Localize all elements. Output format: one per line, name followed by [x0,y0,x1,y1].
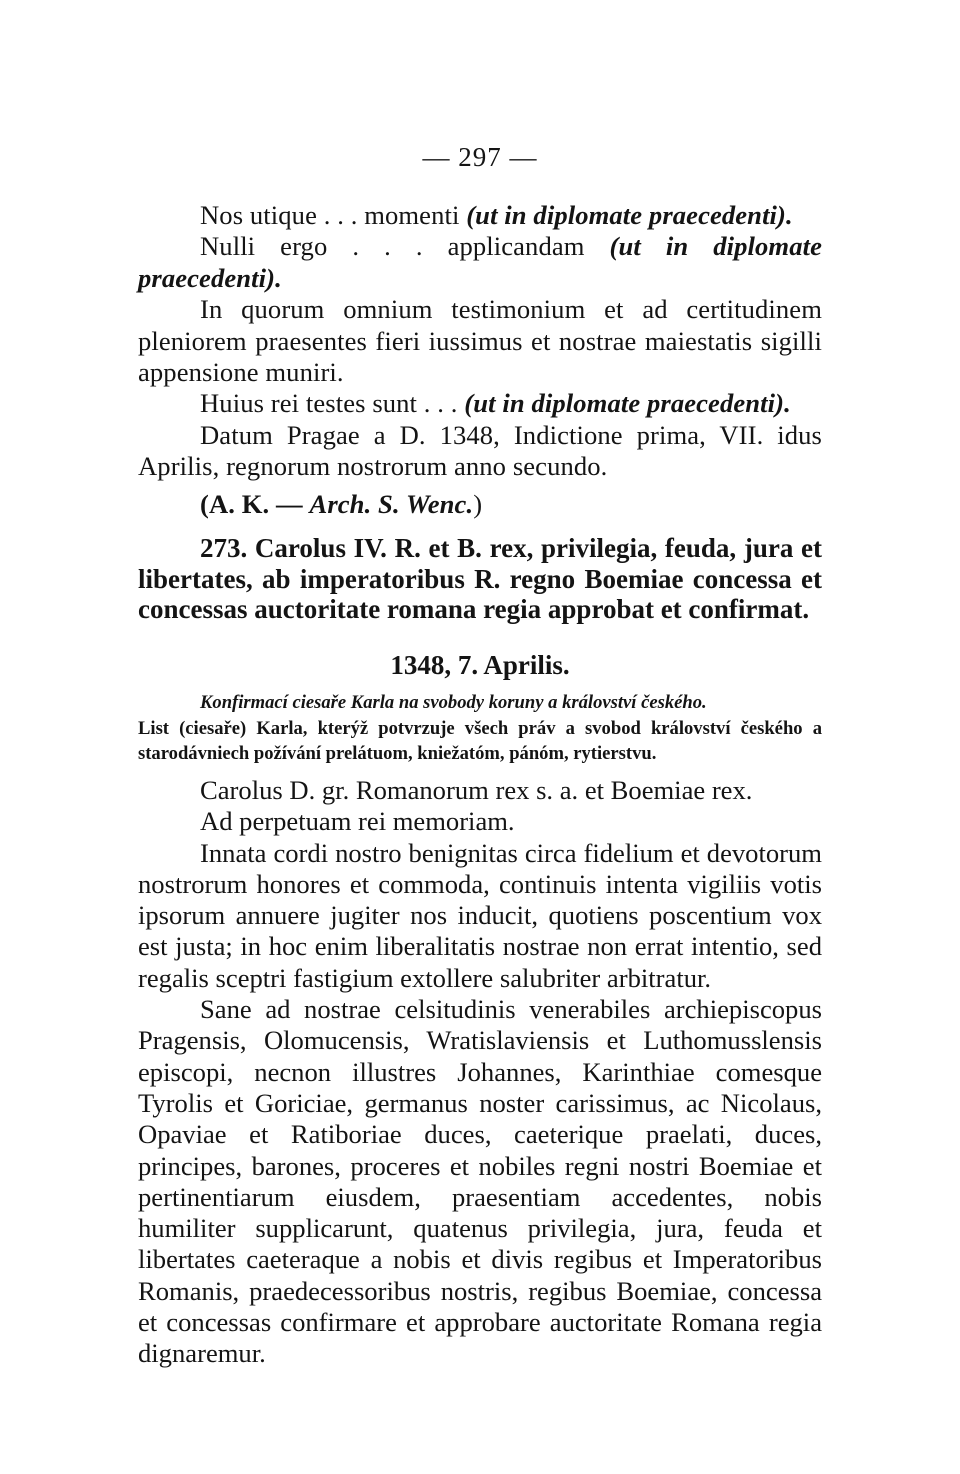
document-heading: 273. Carolus IV. R. et B. rex, privilegia, feuda, jura et libertates, ab imperatoribus R. regno Boemiae concessa et concessas auctoritate romana regia approbat et confirmat. [138,533,822,624]
line-nulli-ergo [138,231,822,294]
source-citation-archive: Arch. S. Wenc. [309,488,474,519]
line-nos-utique-text: Nos utique . . . momenti [200,200,460,230]
main-text-block [138,775,822,1370]
paragraph-in-quorum: In quorum omnium testimonium et ad certitudinem pleniorem praesentes fieri iussimus et nostrae maiestatis sigilli appensione muniri. [138,294,822,388]
line-nulli-ergo-text: Nulli ergo . . . applicandam [200,231,585,262]
paragraph-innata: Innata cordi nostro benignitas circa fidelium et devotorum nostrorum honores et commoda, continuis intenta vigiliis votis ipsorum annuere jugiter nos inducit, quotiens poscentium vox est justa; in hoc enim liberalitatis nostrae non errat intentio, sed regalis sceptri fastigium extollere salubriter arbitratur. [138,837,822,993]
paragraph-datum: Datum Pragae a D. 1348, Indictione prima, VII. idus Aprilis, regnorum nostrorum anno secundo. [138,419,822,482]
intitulatio: Carolus D. gr. Romanorum rex s. a. et Boemiae rex. [200,775,753,805]
czech-note-block [138,690,822,767]
line-huius-rei [138,388,822,419]
perpetuam-line: Ad perpetuam rei memoriam. [200,806,515,837]
czech-note-text: List (ciesaře) Karla, kterýž potvrzuje všech práv a svobod království českého a starodávniech požívání prelátuom, kniežatóm, pánóm, rytierstvu. [138,717,822,764]
document-date: 1348, 7. Aprilis. [390,650,570,680]
preamble-block [138,200,822,520]
source-citation-suffix: ) [473,488,483,519]
document-heading-block [138,533,822,625]
source-citation [138,489,822,520]
line-nos-utique-italic: (ut in diplomate praecedenti). [466,200,793,230]
paragraph-sane: Sane ad nostrae celsitudinis venerabiles archiepiscopus Pragensis, Olomucensis, Wratislaviensis et Luthomusslensis episcopi, necnon illustres Johannes, Karinthiae comesque Tyrolis et Goriciae, germanus noster carissimus, ac Nicolaus, Opaviae et Ratiboriae duces, caeterique praelati, duces, principes, barones, proceres et nobiles regni nostri Boemiae et pertinentiarum eiusdem, praesentiam accedentes, nobis humiliter supplicarunt, quatenus privilegia, jura, feuda et libertates caeteraque a nobis et divis regibus et Imperatoribus Romanis, praedecessoribus nostris, regibus Boemiae, concessa et concessas confirmare et approbare auctoritate Romana regia dignaremur. [138,994,822,1369]
line-nulli-ergo-italic: (ut in diplomate praecedenti). [138,231,822,293]
line-huius-rei-italic: (ut in diplomate praecedenti). [464,388,791,419]
line-nos-utique [138,200,822,231]
line-huius-rei-text: Huius rei testes sunt . . . [200,388,458,419]
czech-note-italic: Konfirmací ciesaře Karla na svobody koruny a království českého. [200,692,707,713]
source-citation-prefix: (A. K. — [200,488,303,519]
page-number: — 297 — [422,142,538,172]
